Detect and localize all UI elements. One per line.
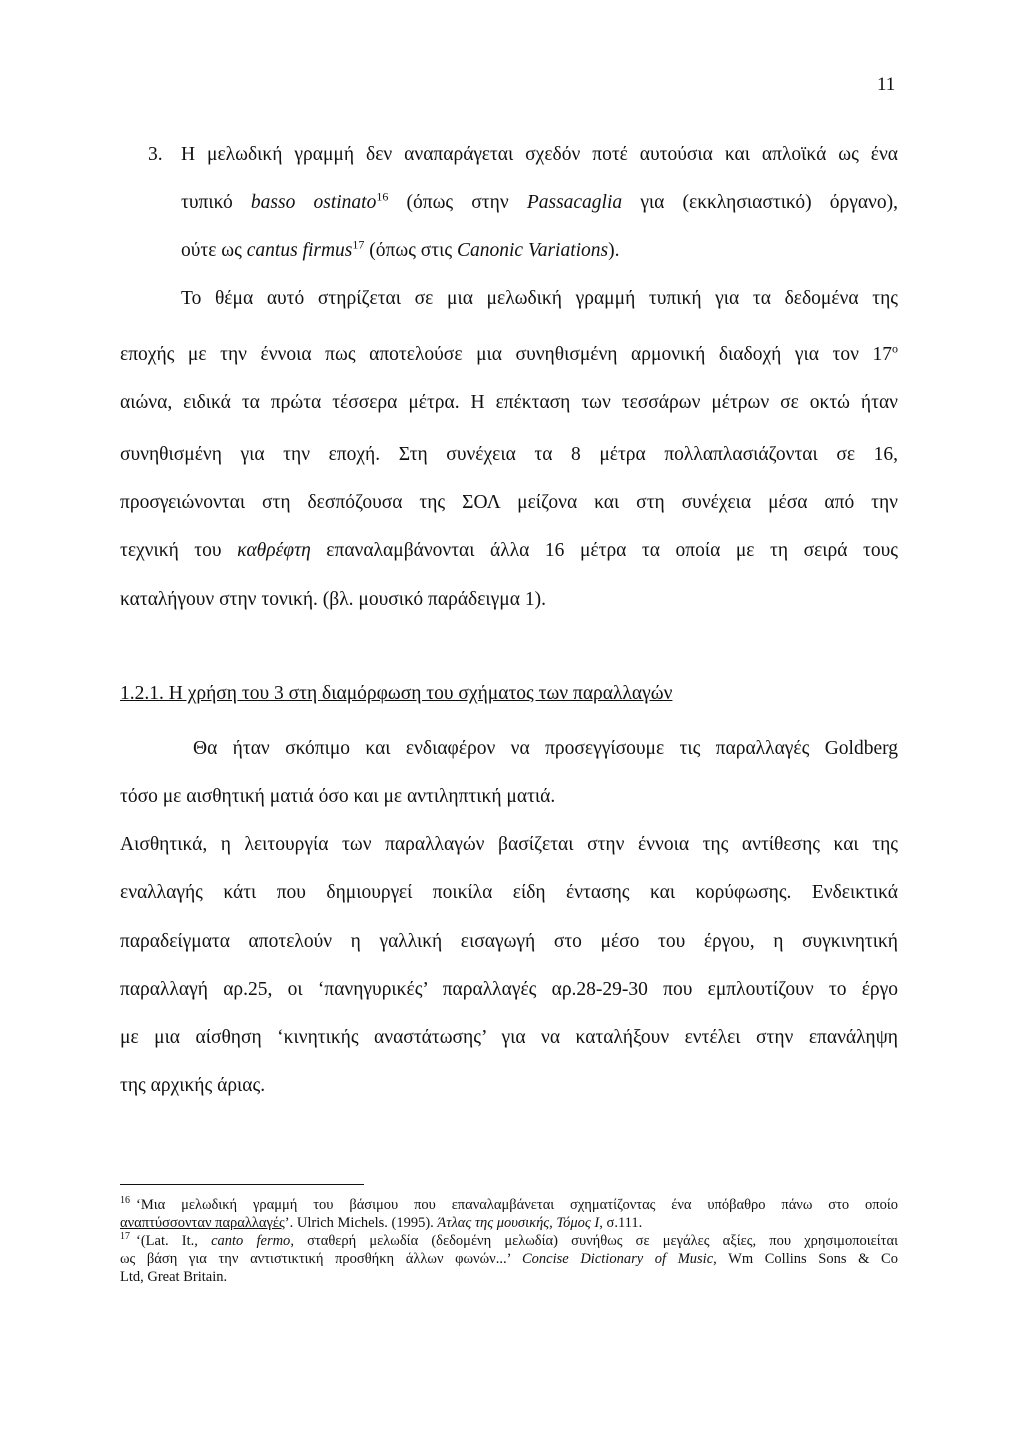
- para-1-line-4: συνηθισμένη για την εποχή. Στη συνέχεια τα 8 μέτρα πολλαπλασιάζονται σε 16,: [120, 444, 898, 465]
- footnote-divider: [120, 1184, 364, 1185]
- item-3-line-3: ούτε ως cantus firmus$^{17}$ (όπως στις Canonic Variations).: [181, 237, 620, 261]
- para-1-line-1: Το θέμα αυτό στηρίζεται σε μια μελωδική γραμμή τυπική για τα δεδομένα της: [181, 288, 898, 309]
- para-3-line-4: παραλλαγή αρ.25, οι ‘πανηγυρικές’ παραλλαγές αρ.28-29-30 που εμπλουτίζουν το έργο: [120, 979, 898, 1000]
- para-3-line-3: παραδείγματα αποτελούν η γαλλική εισαγωγή στο μέσο του έργου, η συγκινητική: [120, 931, 898, 952]
- footnote-17-line-3: Ltd, Great Britain.: [120, 1269, 228, 1285]
- para-3-line-2: εναλλαγής κάτι που δημιουργεί ποικίλα είδη έντασης και κορύφωσης. Ενδεικτικά: [120, 882, 898, 903]
- footnote-16-line-1: $^{16}$ ‘Μια μελωδική γραμμή του βάσιμου που επαναλαμβάνεται σχηματίζοντας ένα υπόβαθρο πάνω στο οποίο: [120, 1195, 898, 1213]
- para-1-line-6: τεχνική του καθρέφτη επαναλαμβάνονται άλλα 16 μέτρα τα οποία με τη σειρά τους: [120, 540, 898, 561]
- para-2-line-1: Θα ήταν σκόπιμο και ενδιαφέρον να προσεγγίσουμε τις παραλλαγές Goldberg: [193, 738, 898, 759]
- para-3-line-6: της αρχικής άριας.: [120, 1075, 266, 1096]
- para-1-line-5: προσγειώνονται στη δεσπόζουσα της ΣΟΛ μείζονα και στη συνέχεια μέσα από την: [120, 492, 898, 513]
- page-number: 11: [877, 74, 896, 95]
- item-3-line-1: Η μελωδική γραμμή δεν αναπαράγεται σχεδόν ποτέ αυτούσια και απλοϊκά ως ένα: [181, 144, 898, 165]
- footnote-17-line-1: $^{17}$ ‘(Lat. It., canto fermo, σταθερή μελωδία (δεδομένη μελωδία) συνήθως σε μεγάλες αξίες, που χρησιμοποιείται: [120, 1231, 898, 1249]
- item-3-number: 3.: [148, 144, 163, 165]
- para-3-line-1: Αισθητικά, η λειτουργία των παραλλαγών βασίζεται στην έννοια της αντίθεσης και της: [120, 834, 898, 855]
- para-1-line-3: αιώνα, ειδικά τα πρώτα τέσσερα μέτρα. Η επέκταση των τεσσάρων μέτρων σε οκτώ ήταν: [120, 392, 898, 413]
- item-3-line-2: τυπικό basso ostinato$^{16}$ (όπως στην Passacaglia για (εκκλησιαστικό) όργανο),: [181, 189, 898, 213]
- section-heading: 1.2.1. Η χρήση του 3 στη διαμόρφωση του σχήματος των παραλλαγών: [120, 683, 673, 704]
- footnote-16-line-2: αναπτύσσονταν παραλλαγές’. Ulrich Michels. (1995). Άτλας της μουσικής, Τόμος I, σ.111.: [120, 1215, 643, 1231]
- para-2-line-2: τόσο με αισθητική ματιά όσο και με αντιληπτική ματιά.: [120, 786, 556, 807]
- para-3-line-5: με μια αίσθηση ‘κινητικής αναστάτωσης’ για να καταλήξουν εντέλει στην επανάληψη: [120, 1027, 898, 1048]
- footnote-17-line-2: ως βάση για την αντιστικτική προσθήκη άλλων φωνών...’ Concise Dictionary of Music, Wm Collins Sons & Co: [120, 1251, 898, 1267]
- para-1-line-2: εποχής με την έννοια πως αποτελούσε μια συνηθισμένη αρμονική διαδοχή για τον $17^o$: [120, 341, 898, 365]
- para-1-line-7: καταλήγουν στην τονική. (βλ. μουσικό παράδειγμα 1).: [120, 589, 546, 610]
